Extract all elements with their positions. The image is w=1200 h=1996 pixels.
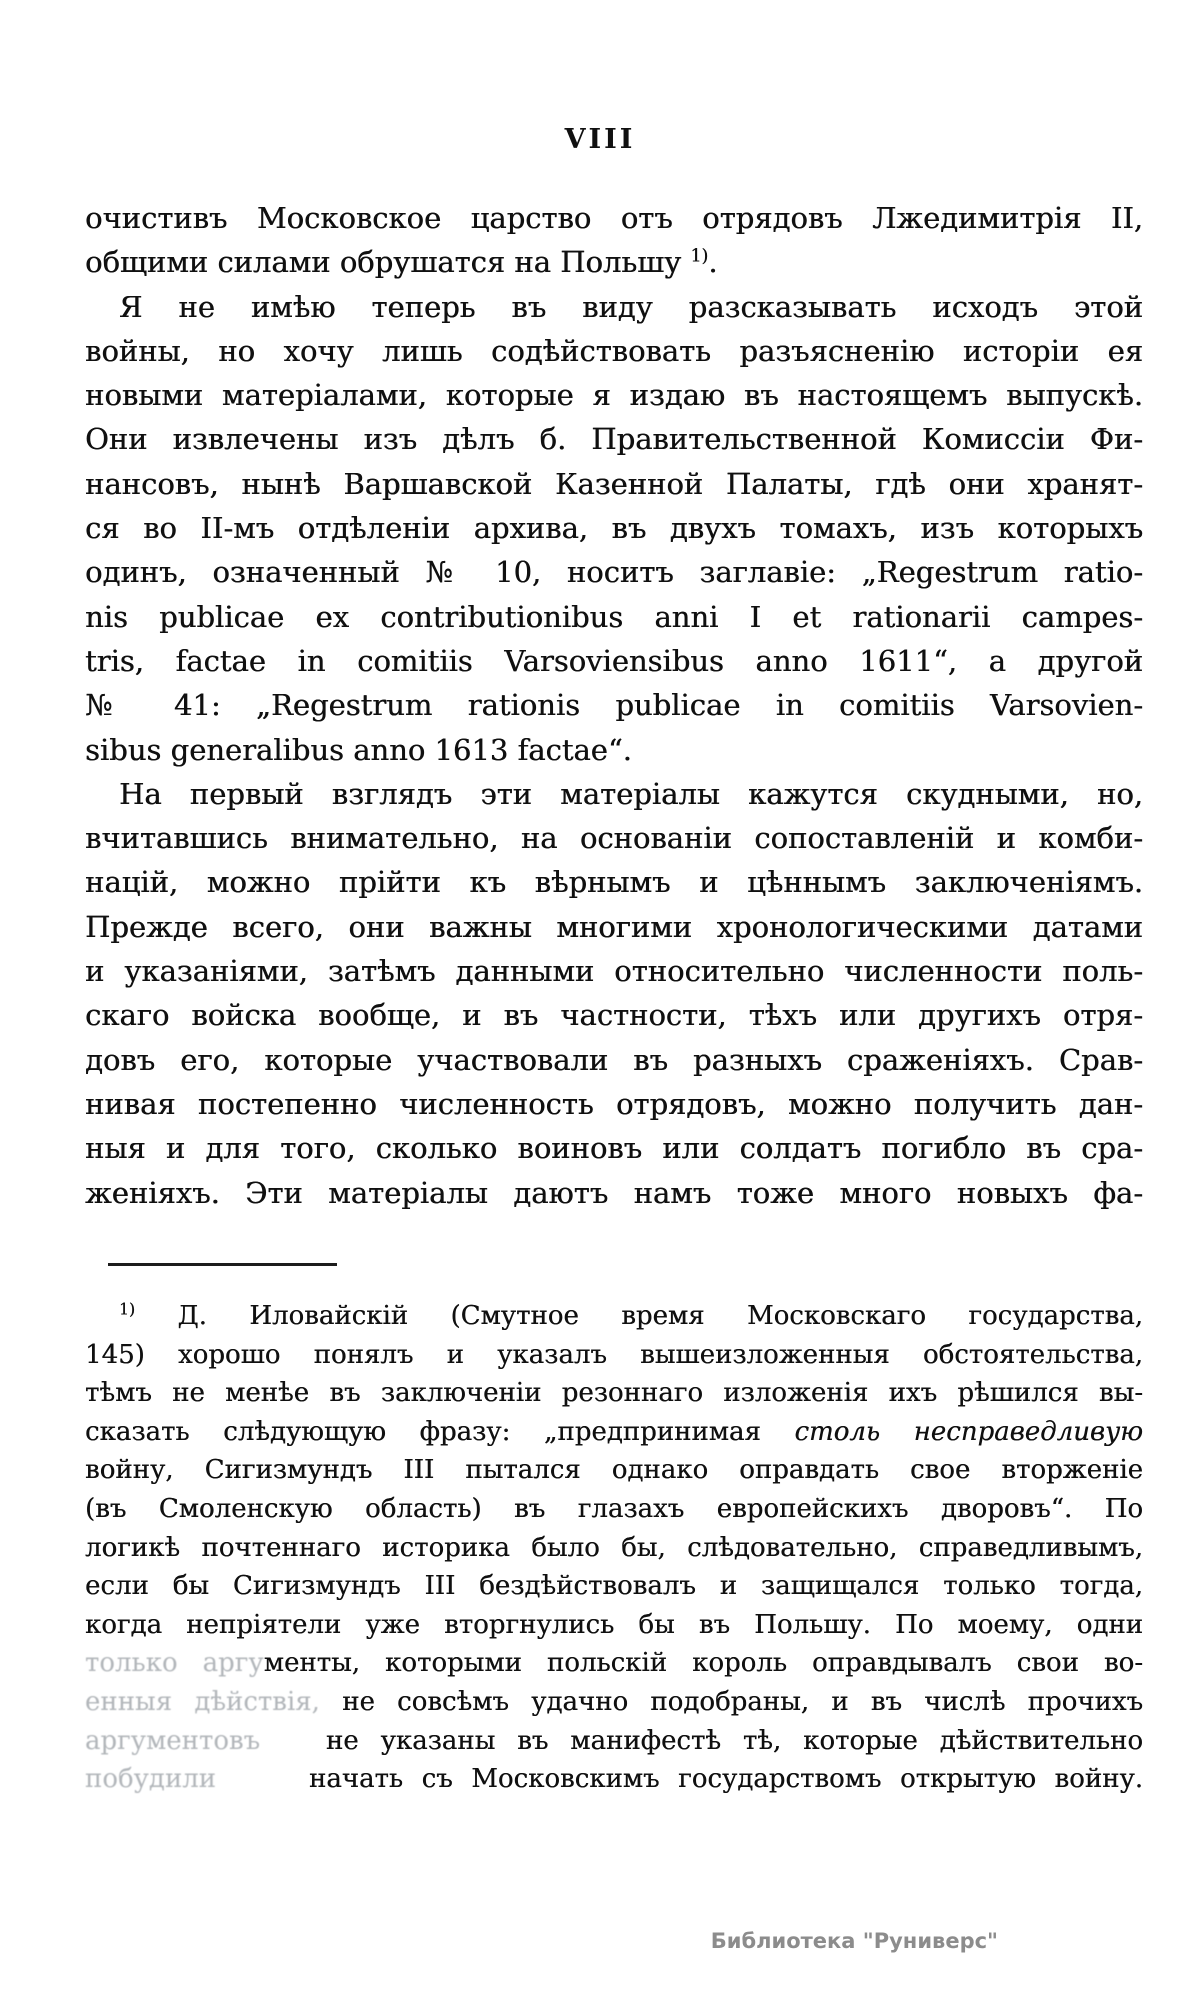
text-line xyxy=(85,639,1143,683)
text-segment: скаго войска вообще, и въ частности, тѣхъ или другихъ отря- xyxy=(85,998,1143,1033)
text-segment: только аргу xyxy=(85,1648,264,1679)
footnote-separator xyxy=(108,1263,337,1266)
text-line xyxy=(85,1336,1143,1375)
text-segment: новыми матеріалами, которые я издаю въ настоящемъ выпускѣ. xyxy=(85,378,1143,413)
text-line xyxy=(85,1529,1143,1568)
text-segment: столь несправедливую xyxy=(794,1416,1143,1447)
text-line xyxy=(85,1413,1143,1452)
text-line xyxy=(85,772,1143,816)
text-segment: общими силами обрушатся на Польшу xyxy=(85,245,691,280)
text-segment: ся во II-мъ отдѣленіи архива, въ двухъ томахъ, изъ которыхъ xyxy=(85,511,1143,546)
text-segment: вчитавшись внимательно, на основаніи сопоставленій и комби- xyxy=(85,821,1143,856)
text-line xyxy=(85,417,1143,461)
text-segment: менты, которыми польскій король оправдывалъ свои во- xyxy=(263,1648,1143,1679)
text-segment: tris, factae in comitiis Varsoviensibus anno 1611“, а другой xyxy=(85,643,1143,678)
text-segment: Д. Иловайскій (Смутное время Московскаго государства, xyxy=(135,1301,1143,1331)
text-line xyxy=(85,595,1143,639)
text-line xyxy=(85,1644,1143,1683)
text-line xyxy=(85,993,1143,1037)
text-segment: № 41: „Regestrum rationis publicae in comitiis Varsovien- xyxy=(85,688,1143,723)
text-segment: Прежде всего, они важны многими хронологическими датами xyxy=(85,909,1143,944)
text-segment: 1) xyxy=(690,246,709,267)
text-line xyxy=(85,728,1143,772)
text-line xyxy=(85,373,1143,417)
text-segment: Я не имѣю теперь въ виду разсказывать исходъ этой xyxy=(119,289,1143,324)
text-segment: не указаны въ манифестѣ тѣ, которые дѣйствительно xyxy=(260,1725,1143,1756)
text-segment: войны, но хочу лишь содѣйствовать разъясненію исторіи ея xyxy=(85,333,1143,368)
text-line xyxy=(85,506,1143,550)
text-line xyxy=(85,860,1143,904)
text-line xyxy=(85,1297,1143,1336)
text-segment: женіяхъ. Эти матеріалы даютъ намъ тоже много новыхъ фа- xyxy=(85,1175,1143,1210)
text-segment: 1) xyxy=(119,1300,136,1319)
text-segment: nis publicae ex contributionibus anni I et rationarii campes- xyxy=(85,599,1143,634)
text-segment: одинъ, означенный № 10, носитъ заглавіе: „Regestrum ratio- xyxy=(85,555,1143,590)
text-segment: нивая постепенно численность отрядовъ, можно получить дан- xyxy=(85,1086,1143,1121)
text-line xyxy=(85,949,1143,993)
text-segment: енныя дѣйствія, xyxy=(85,1686,320,1717)
text-line xyxy=(85,905,1143,949)
text-line xyxy=(85,816,1143,860)
text-line xyxy=(85,683,1143,727)
text-line xyxy=(85,196,1143,240)
text-segment: ныя и для того, сколько воиновъ или солдатъ погибло въ сра- xyxy=(85,1131,1143,1166)
text-segment: нансовъ, нынѣ Варшавской Казенной Палаты, гдѣ они хранят- xyxy=(85,466,1143,501)
text-line xyxy=(85,1722,1143,1761)
text-line xyxy=(85,1567,1143,1606)
text-line xyxy=(85,1606,1143,1645)
text-segment: аргументовъ xyxy=(85,1725,261,1756)
text-segment: довъ его, которые участвовали въ разныхъ сраженіяхъ. Срав- xyxy=(85,1042,1143,1077)
text-line xyxy=(85,285,1143,329)
text-line xyxy=(85,1082,1143,1126)
text-segment: побудили xyxy=(85,1764,217,1795)
text-segment: не совсѣмъ удачно подобраны, и въ числѣ прочихъ xyxy=(319,1686,1143,1717)
text-line xyxy=(85,1126,1143,1170)
text-segment: и указаніями, затѣмъ данными относительно численности поль- xyxy=(85,954,1143,989)
text-line xyxy=(85,240,1143,284)
text-segment: войну, Сигизмундъ III пытался однако оправдать свое вторженіе xyxy=(85,1455,1143,1486)
text-line xyxy=(85,329,1143,373)
library-watermark: Библиотека "Руниверс" xyxy=(710,1929,998,1953)
text-line xyxy=(85,1490,1143,1529)
main-text xyxy=(85,196,1143,1215)
text-segment: очистивъ Московское царство отъ отрядовъ Лжедимитрія II, xyxy=(85,201,1143,235)
text-segment: тѣмъ не менѣе въ заключеніи резоннаго изложенія ихъ рѣшился вы- xyxy=(85,1378,1143,1409)
text-segment: если бы Сигизмундъ III бездѣйствовалъ и защищался только тогда, xyxy=(85,1571,1143,1602)
text-segment: 145) хорошо понялъ и указалъ вышеизложенныя обстоятельства, xyxy=(85,1339,1143,1370)
text-line xyxy=(85,1760,1143,1799)
text-segment: sibus generalibus anno 1613 factae“. xyxy=(85,732,632,767)
text-segment: . xyxy=(708,245,718,280)
text-line xyxy=(85,1038,1143,1082)
text-line xyxy=(85,1171,1143,1215)
text-segment: (въ Смоленскую область) въ глазахъ европейскихъ дворовъ“. По xyxy=(85,1493,1143,1524)
text-line xyxy=(85,1451,1143,1490)
text-segment: націй, можно прійти къ вѣрнымъ и цѣннымъ заключеніямъ. xyxy=(85,865,1143,900)
text-segment: На первый взглядъ эти матеріалы кажутся скудными, но, xyxy=(119,776,1143,811)
text-segment: логикѣ почтеннаго историка было бы, слѣдовательно, справедливымъ, xyxy=(85,1532,1143,1563)
text-line xyxy=(85,1683,1143,1722)
text-segment: когда непріятели уже вторгнулись бы въ Польшу. По моему, одни xyxy=(85,1609,1143,1640)
text-segment: сказать слѣдующую фразу: „предпринимая xyxy=(85,1416,795,1447)
text-segment: Они извлечены изъ дѣлъ б. Правительственной Комиссіи Фи- xyxy=(85,422,1143,457)
page-number: VIII xyxy=(564,124,636,155)
text-line xyxy=(85,1374,1143,1413)
text-line xyxy=(85,462,1143,506)
text-segment: начать съ Московскимъ государствомъ открытую войну. xyxy=(216,1764,1143,1795)
text-line xyxy=(85,550,1143,594)
footnote xyxy=(85,1297,1143,1799)
